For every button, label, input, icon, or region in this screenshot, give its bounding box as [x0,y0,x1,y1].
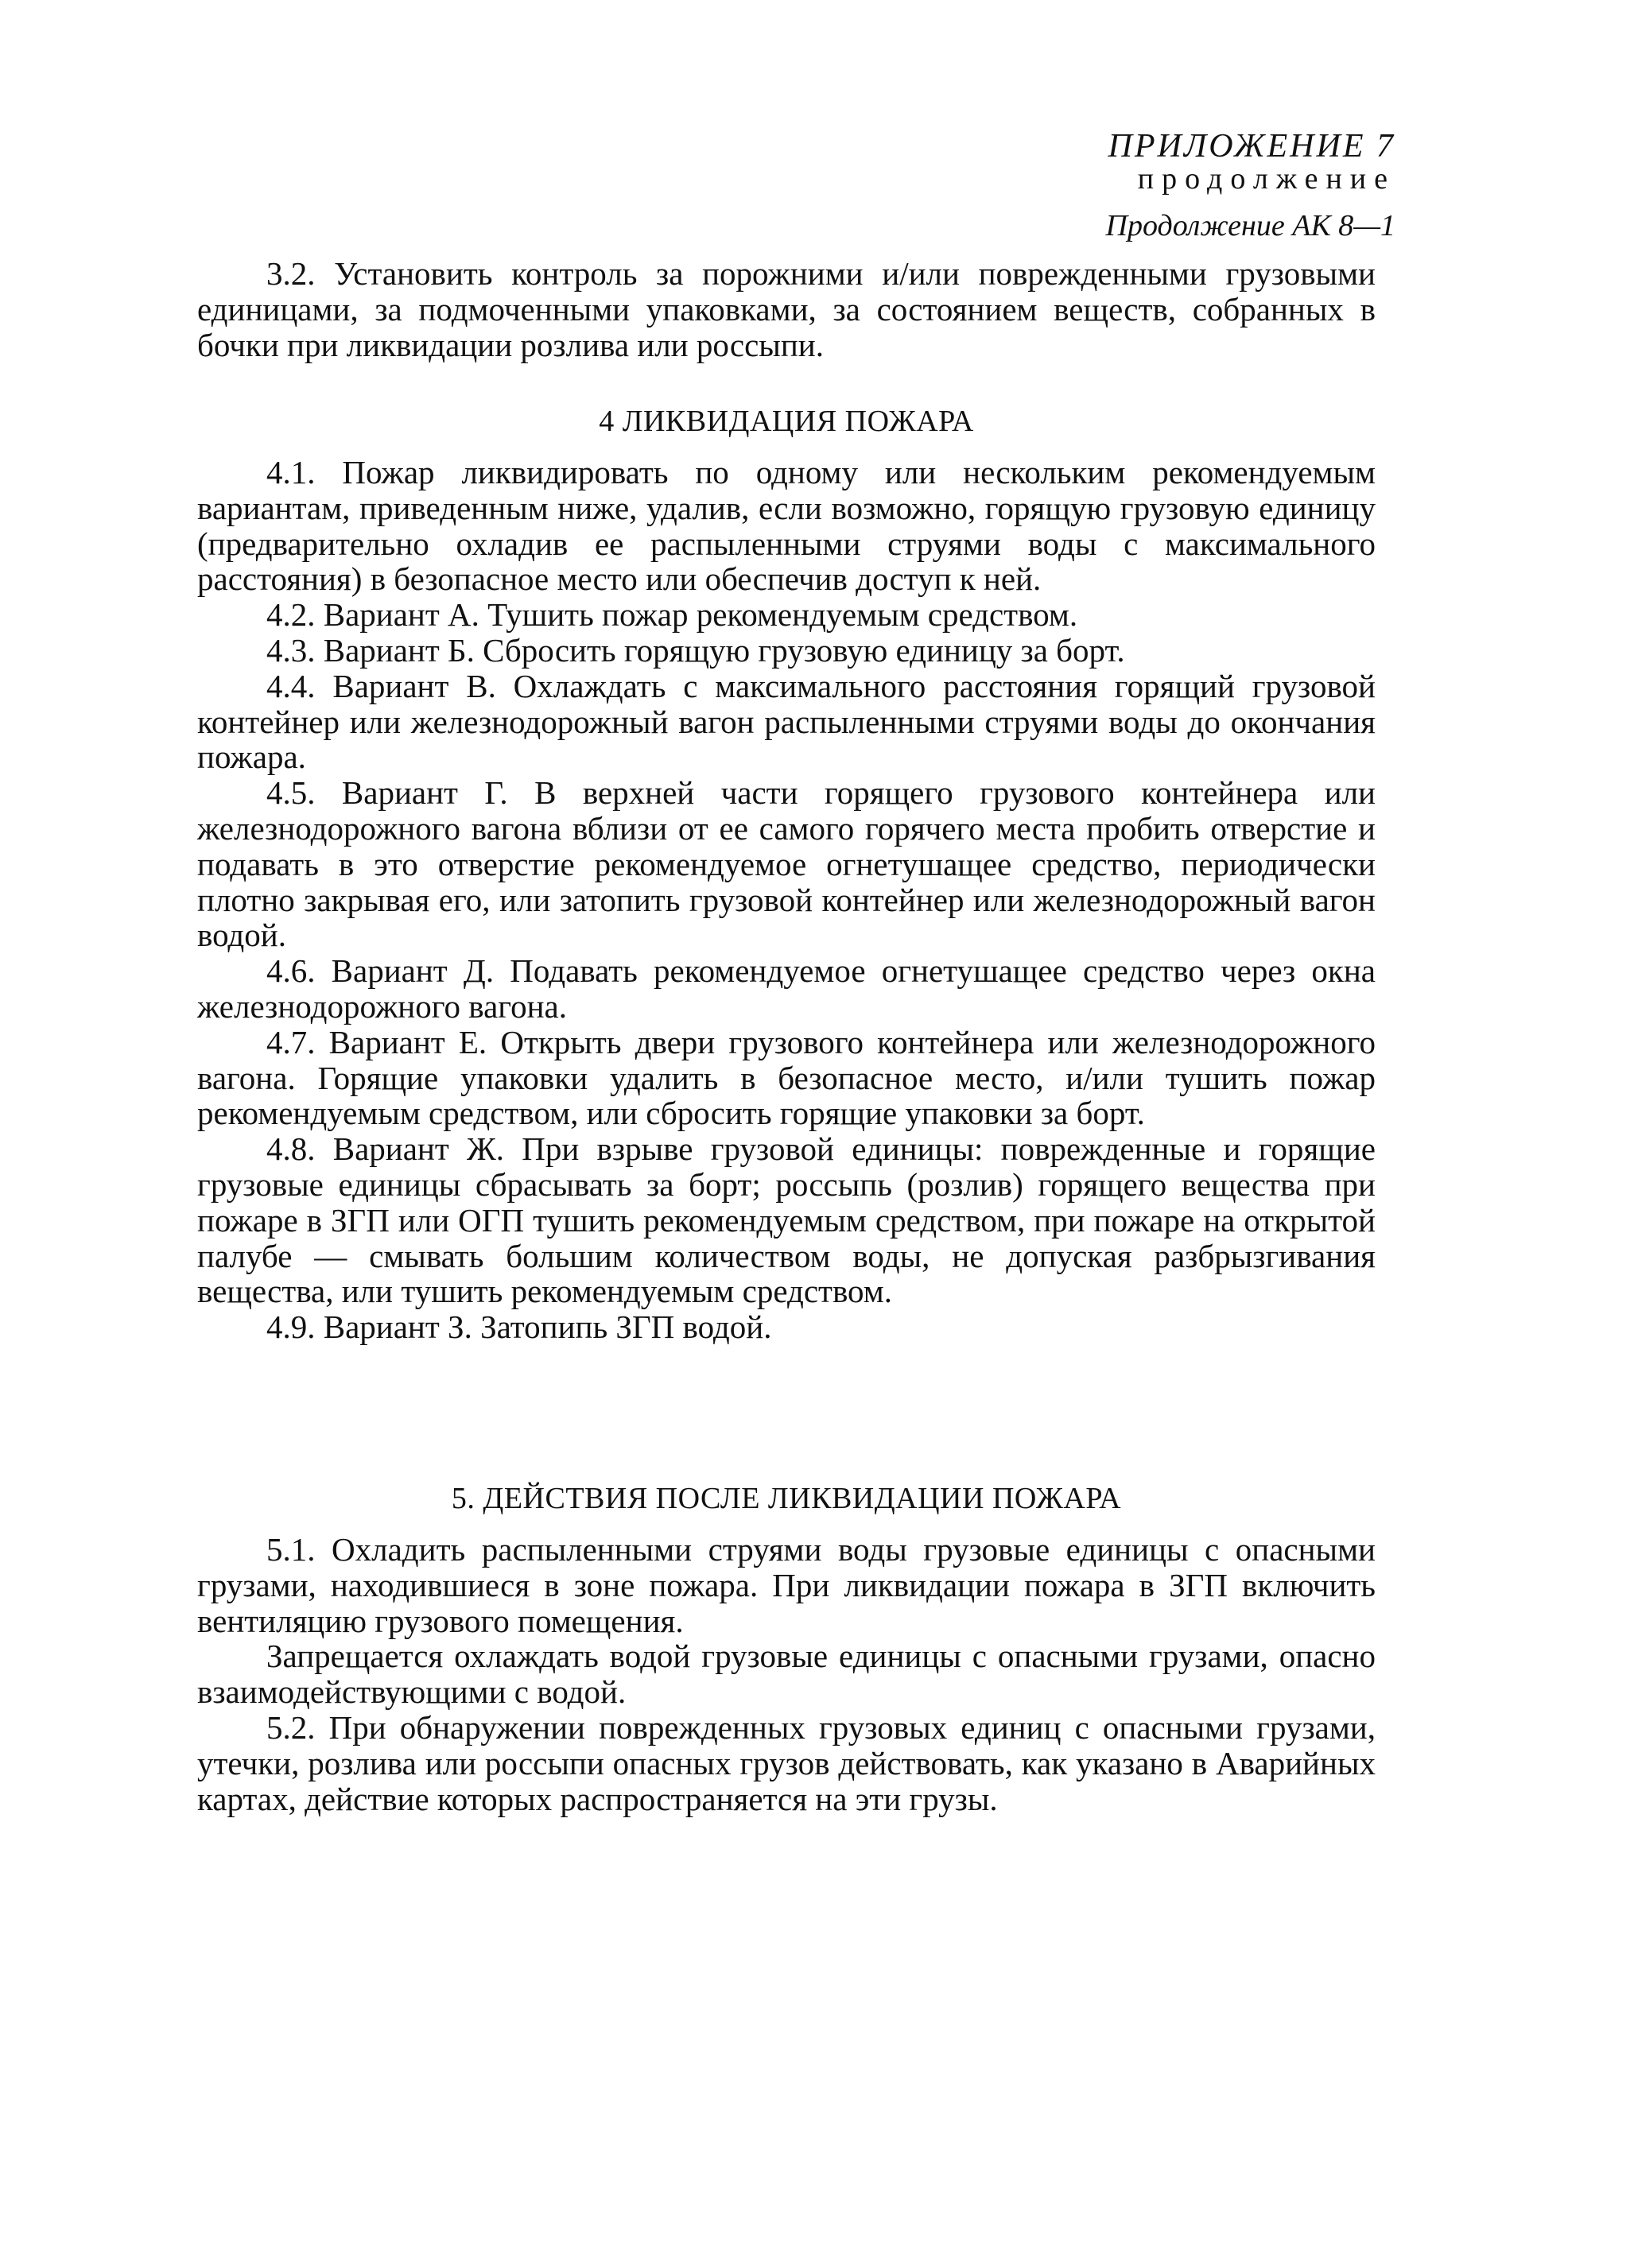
paragraph-5-1-prohibition: Запрещается охлаждать водой грузовые единицы с опасными грузами, опасно взаимодействующими с водой. [197,1638,1376,1711]
paragraph-5-2: 5.2. При обнаружении поврежденных грузовых единиц с опасными грузами, утечки, розлива или россыпи опасных грузов действовать, как указано в Аварийных картах, действие которых распространяется на эти грузы. [197,1708,1376,1817]
section-4-heading: 4 ЛИКВИДАЦИЯ ПОЖАРА [599,405,974,438]
card-continuation-label: Продолжение АК 8—1 [1105,209,1395,242]
paragraph-3-2: 3.2. Установить контроль за порожними и/или поврежденными грузовыми единицами, за подмоченными упаковками, за состоянием веществ, собранных в бочки при ликвидации розлива или россыпи. [197,255,1376,363]
paragraph-4-7: 4.7. Вариант Е. Открыть двери грузового контейнера или железнодорожного вагона. Горящие упаковки удалить в безопасное место, и/или тушить пожар рекомендуемым средством, или сбросить горящие упаковки за борт. [197,1023,1376,1132]
appendix-title: ПРИЛОЖЕНИЕ 7 [1108,128,1395,165]
intro-text-block [197,256,1376,362]
appendix-subtitle: продолжение [1137,162,1395,196]
paragraph-5-1: 5.1. Охладить распыленными струями воды грузовые единицы с опасными грузами, находившиеся в зоне пожара. При ликвидации пожара в ЗГП включить вентиляцию грузового помещения. [197,1531,1376,1639]
paragraph-4-9: 4.9. Вариант З. Затопипь ЗГП водой. [266,1308,772,1346]
section-5-heading: 5. ДЕЙСТВИЯ ПОСЛЕ ЛИКВИДАЦИИ ПОЖАРА [451,1482,1122,1515]
section-5-text-block [197,1532,1376,1816]
paragraph-4-5: 4.5. Вариант Г. В верхней части горящего грузового контейнера или железнодорожного вагона вблизи от ее самого горячего места пробить отверстие и подавать в это отверстие рекомендуемое огнетушащее средство, периодически плотно закрывая его, или затопить грузовой контейнер или железнодорожный вагон водой. [197,774,1376,954]
paragraph-4-2: 4.2. Вариант А. Тушить пожар рекомендуемым средством. [266,596,1078,634]
section-4-text-block [197,455,1376,1345]
paragraph-4-8: 4.8. Вариант Ж. При взрыве грузовой единицы: поврежденные и горящие грузовые единицы сбрасывать за борт; россыпь (розлив) горящего вещества при пожаре в ЗГП или ОГП тушить рекомендуемым средством, при пожаре на открытой палубе — смывать большим количеством воды, не допуская разбрызгивания вещества, или тушить рекомендуемым средством. [197,1130,1376,1310]
paragraph-4-3: 4.3. Вариант Б. Сбросить горящую грузовую единицу за борт. [266,631,1125,669]
paragraph-4-4: 4.4. Вариант В. Охлаждать с максимального расстояния горящий грузовой контейнер или железнодорожный вагон распыленными струями воды до окончания пожара. [197,667,1376,776]
paragraph-4-6: 4.6. Вариант Д. Подавать рекомендуемое огнетушащее средство через окна железнодорожного вагона. [197,952,1376,1025]
paragraph-4-1: 4.1. Пожар ликвидировать по одному или нескольким рекомендуемым вариантам, приведенным ниже, удалив, если возможно, горящую грузовую единицу (предварительно охладив ее распыленными струями воды с максимального расстояния) в безопасное место или обеспечив доступ к ней. [197,454,1376,598]
